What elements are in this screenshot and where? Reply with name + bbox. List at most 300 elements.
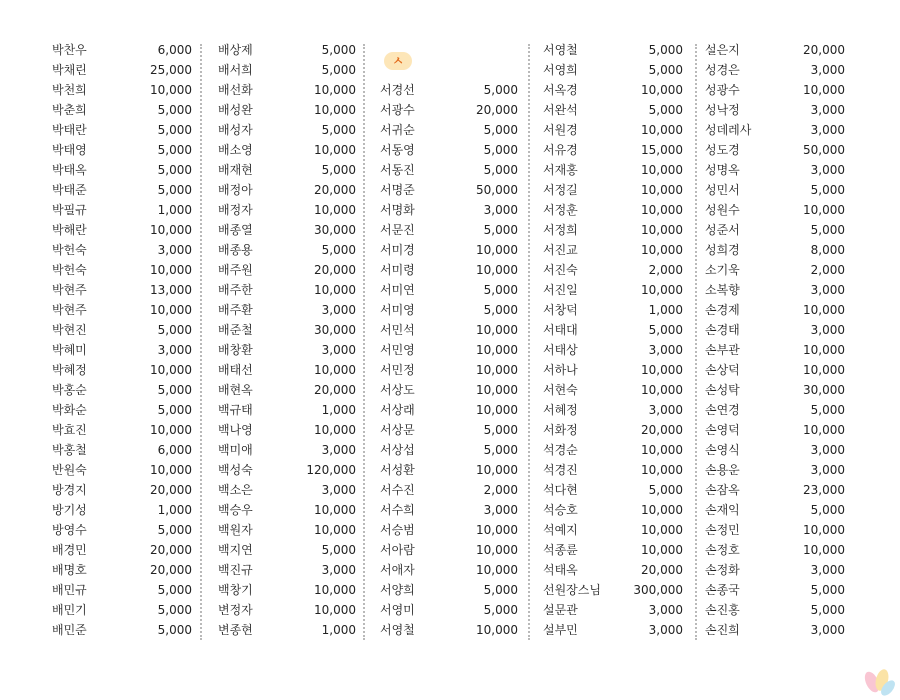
donor-entry: [380, 580, 518, 600]
donor-name: 서상래: [380, 403, 415, 417]
donation-amount: 15,000: [641, 143, 683, 157]
donation-amount: 1,000: [321, 403, 356, 417]
donor-name: 박태영: [52, 143, 87, 157]
donor-entry: [380, 600, 518, 620]
donor-entry: [543, 40, 683, 60]
donation-amount: 10,000: [803, 343, 845, 357]
donor-name: 배종용: [218, 243, 253, 257]
donor-name: 배성자: [218, 123, 253, 137]
donation-amount: 5,000: [648, 63, 683, 77]
donation-amount: 2,000: [810, 263, 845, 277]
donation-amount: 10,000: [803, 363, 845, 377]
donor-entry: [705, 280, 845, 300]
donor-name: 박홍철: [52, 443, 87, 457]
donor-name: 박현진: [52, 323, 87, 337]
donation-amount: 10,000: [314, 143, 356, 157]
donor-name: 성명옥: [705, 163, 740, 177]
donor-name: 변정자: [218, 603, 253, 617]
donor-name: 방기성: [52, 503, 87, 517]
donation-amount: 5,000: [483, 303, 518, 317]
donation-amount: 5,000: [157, 163, 192, 177]
donation-amount: 10,000: [641, 183, 683, 197]
donation-amount: 6,000: [157, 43, 192, 57]
donation-amount: 10,000: [150, 303, 192, 317]
donation-amount: 1,000: [648, 303, 683, 317]
donor-name: 소복향: [705, 283, 740, 297]
donor-name: 서상섭: [380, 443, 415, 457]
donation-amount: 3,000: [157, 343, 192, 357]
donor-entry: [380, 320, 518, 340]
donor-entry: [705, 80, 845, 100]
donor-name: 서재홍: [543, 163, 578, 177]
donation-amount: 10,000: [641, 503, 683, 517]
donor-name: 배정자: [218, 203, 253, 217]
donation-amount: 10,000: [641, 363, 683, 377]
donation-amount: 5,000: [810, 183, 845, 197]
donation-amount: 30,000: [314, 323, 356, 337]
donor-name: 배민준: [52, 623, 87, 637]
donation-amount: 10,000: [641, 443, 683, 457]
donor-entry: [380, 560, 518, 580]
donor-entry: [52, 560, 192, 580]
donor-entry: [52, 80, 192, 100]
donation-amount: 20,000: [314, 183, 356, 197]
chosung-section-badge: ㅅ: [384, 52, 412, 70]
donation-amount: 10,000: [150, 463, 192, 477]
donor-entry: [218, 520, 356, 540]
donation-amount: 10,000: [803, 83, 845, 97]
donor-entry: [52, 460, 192, 480]
donor-name: 백성숙: [218, 463, 253, 477]
donor-entry: [218, 340, 356, 360]
donor-entry: [218, 200, 356, 220]
donor-name: 서현숙: [543, 383, 578, 397]
donor-entry: [380, 420, 518, 440]
donor-name: 서명화: [380, 203, 415, 217]
donor-entry: [543, 220, 683, 240]
donor-name: 설은지: [705, 43, 740, 57]
donation-amount: 5,000: [157, 583, 192, 597]
donor-name: 박채린: [52, 63, 87, 77]
donor-name: 서명준: [380, 183, 415, 197]
donor-entry: [218, 300, 356, 320]
donation-amount: 3,000: [157, 243, 192, 257]
donation-amount: 10,000: [641, 463, 683, 477]
donor-entry: [543, 100, 683, 120]
donor-entry: [380, 360, 518, 380]
donor-entry: [705, 500, 845, 520]
donation-amount: 3,000: [810, 443, 845, 457]
donation-amount: 5,000: [157, 323, 192, 337]
donation-amount: 3,000: [648, 603, 683, 617]
donor-name: 서동영: [380, 143, 415, 157]
donation-amount: 5,000: [321, 43, 356, 57]
donor-name: 손정호: [705, 543, 740, 557]
donation-amount: 5,000: [810, 603, 845, 617]
donor-entry: [218, 320, 356, 340]
donor-entry: [380, 140, 518, 160]
donation-amount: 5,000: [810, 403, 845, 417]
donor-name: 서민영: [380, 343, 415, 357]
donation-amount: 10,000: [476, 463, 518, 477]
donor-name: 백승우: [218, 503, 253, 517]
donation-amount: 25,000: [150, 63, 192, 77]
donor-name: 방영수: [52, 523, 87, 537]
donation-amount: 5,000: [321, 243, 356, 257]
donation-amount: 20,000: [150, 543, 192, 557]
donor-entry: [705, 620, 845, 640]
donor-name: 서진숙: [543, 263, 578, 277]
donor-name: 손정화: [705, 563, 740, 577]
donor-name: 박춘희: [52, 103, 87, 117]
donation-amount: 5,000: [157, 183, 192, 197]
donor-entry: [705, 420, 845, 440]
donation-amount: 10,000: [803, 523, 845, 537]
donation-amount: 5,000: [810, 503, 845, 517]
donor-entry: [218, 260, 356, 280]
donor-entry: [218, 460, 356, 480]
donation-amount: 1,000: [157, 503, 192, 517]
donation-amount: 10,000: [641, 83, 683, 97]
donor-name: 배상제: [218, 43, 253, 57]
donor-name: 선원장스님: [543, 583, 601, 597]
donation-amount: 5,000: [648, 483, 683, 497]
donor-name: 백나영: [218, 423, 253, 437]
donor-entry: [380, 200, 518, 220]
donor-entry: [705, 340, 845, 360]
donation-amount: 10,000: [476, 403, 518, 417]
donation-amount: 5,000: [157, 123, 192, 137]
donation-amount: 10,000: [476, 263, 518, 277]
donor-entry: [218, 60, 356, 80]
donation-amount: 5,000: [483, 163, 518, 177]
donation-amount: 20,000: [314, 383, 356, 397]
donation-amount: 3,000: [810, 623, 845, 637]
donation-amount: 5,000: [321, 123, 356, 137]
column-divider: [528, 44, 530, 640]
donor-name: 성경은: [705, 63, 740, 77]
donor-entry: [543, 620, 683, 640]
donor-name: 손종국: [705, 583, 740, 597]
donor-name: 박효진: [52, 423, 87, 437]
donation-amount: 10,000: [314, 523, 356, 537]
donor-name: 서애자: [380, 563, 415, 577]
donation-amount: 3,000: [483, 503, 518, 517]
donation-amount: 10,000: [803, 423, 845, 437]
donation-amount: 5,000: [321, 163, 356, 177]
donor-entry: [543, 400, 683, 420]
donor-name: 손용운: [705, 463, 740, 477]
donation-amount: 10,000: [476, 623, 518, 637]
donor-name: 손정민: [705, 523, 740, 537]
donor-name: 서정길: [543, 183, 578, 197]
donation-amount: 10,000: [314, 503, 356, 517]
donation-amount: 10,000: [314, 423, 356, 437]
donor-entry: [218, 500, 356, 520]
donation-amount: 10,000: [641, 383, 683, 397]
donor-entry: [52, 420, 192, 440]
donation-amount: 5,000: [483, 123, 518, 137]
donor-name: 배주원: [218, 263, 253, 277]
donation-amount: 10,000: [476, 383, 518, 397]
donor-entry: [218, 80, 356, 100]
donation-amount: 10,000: [803, 543, 845, 557]
donor-entry: [543, 440, 683, 460]
donor-entry: [218, 280, 356, 300]
donation-amount: 5,000: [648, 323, 683, 337]
donor-entry: [218, 240, 356, 260]
donor-entry: [543, 500, 683, 520]
donor-entry: [543, 560, 683, 580]
donor-entry: [380, 280, 518, 300]
donation-amount: 3,000: [810, 563, 845, 577]
donor-entry: [52, 540, 192, 560]
donor-name: 성준서: [705, 223, 740, 237]
donation-amount: 8,000: [810, 243, 845, 257]
donor-name: 서성환: [380, 463, 415, 477]
donor-name: 손영덕: [705, 423, 740, 437]
donor-name: 서원경: [543, 123, 578, 137]
donation-amount: 10,000: [476, 363, 518, 377]
donation-amount: 10,000: [641, 543, 683, 557]
donor-name: 성낙정: [705, 103, 740, 117]
donation-amount: 300,000: [633, 583, 683, 597]
donation-amount: 3,000: [810, 283, 845, 297]
donor-name: 서민석: [380, 323, 415, 337]
donor-entry: [52, 440, 192, 460]
donation-amount: 5,000: [648, 43, 683, 57]
donor-name: 서태상: [543, 343, 578, 357]
donor-name: 서양희: [380, 583, 415, 597]
column-divider: [695, 44, 697, 640]
donor-name: 석예지: [543, 523, 578, 537]
donor-entry: [705, 40, 845, 60]
donor-entry: [52, 380, 192, 400]
donor-entry: [380, 500, 518, 520]
donor-entry: [218, 360, 356, 380]
donor-entry: [52, 400, 192, 420]
donor-name: 배창환: [218, 343, 253, 357]
donor-entry: [705, 600, 845, 620]
donor-name: 박헌숙: [52, 263, 87, 277]
donor-name: 서태대: [543, 323, 578, 337]
donor-name: 배성완: [218, 103, 253, 117]
donor-entry: [52, 340, 192, 360]
donor-name: 배태선: [218, 363, 253, 377]
donor-name: 박혜미: [52, 343, 87, 357]
donor-name: 서하나: [543, 363, 578, 377]
donor-entry: [218, 380, 356, 400]
donor-entry: [218, 480, 356, 500]
donor-entry: [543, 180, 683, 200]
donor-entry: [52, 620, 192, 640]
donor-entry: [52, 600, 192, 620]
donation-amount: 3,000: [648, 403, 683, 417]
donor-entry: [52, 180, 192, 200]
donor-name: 석승호: [543, 503, 578, 517]
donor-name: 서진일: [543, 283, 578, 297]
donor-entry: [52, 480, 192, 500]
donor-entry: [218, 40, 356, 60]
donation-amount: 1,000: [321, 623, 356, 637]
donation-amount: 20,000: [803, 43, 845, 57]
donation-amount: 3,000: [321, 443, 356, 457]
donor-name: 서화정: [543, 423, 578, 437]
donation-amount: 10,000: [314, 83, 356, 97]
donor-name: 손영식: [705, 443, 740, 457]
donor-entry: [218, 220, 356, 240]
donation-amount: 5,000: [157, 143, 192, 157]
donor-entry: [705, 200, 845, 220]
donor-entry: [705, 180, 845, 200]
donation-amount: 3,000: [321, 343, 356, 357]
donor-name: 백진규: [218, 563, 253, 577]
donor-name: 손진홍: [705, 603, 740, 617]
donor-name: 박화순: [52, 403, 87, 417]
donor-name: 배주환: [218, 303, 253, 317]
donor-name: 서미연: [380, 283, 415, 297]
donor-entry: [543, 340, 683, 360]
donor-name: 서혜정: [543, 403, 578, 417]
donation-amount: 10,000: [641, 203, 683, 217]
donation-amount: 5,000: [648, 103, 683, 117]
donor-name: 백소은: [218, 483, 253, 497]
donor-entry: [380, 400, 518, 420]
donation-amount: 3,000: [483, 203, 518, 217]
donor-name: 성도경: [705, 143, 740, 157]
donation-amount: 3,000: [321, 303, 356, 317]
donor-entry: [380, 480, 518, 500]
donor-entry: [218, 600, 356, 620]
donor-name: 박천희: [52, 83, 87, 97]
donor-name: 손부관: [705, 343, 740, 357]
donor-name: 서완석: [543, 103, 578, 117]
donor-entry: [218, 160, 356, 180]
donor-entry: [52, 60, 192, 80]
donor-entry: [218, 540, 356, 560]
donor-name: 배재현: [218, 163, 253, 177]
donor-entry: [218, 140, 356, 160]
donation-amount: 10,000: [314, 363, 356, 377]
donor-name: 박해란: [52, 223, 87, 237]
donor-name: 배선화: [218, 83, 253, 97]
donor-name: 배종열: [218, 223, 253, 237]
donation-amount: 5,000: [157, 623, 192, 637]
donor-name: 박혜정: [52, 363, 87, 377]
donor-name: 배서희: [218, 63, 253, 77]
donor-name: 서상문: [380, 423, 415, 437]
donor-name: 서상도: [380, 383, 415, 397]
donation-amount: 3,000: [810, 463, 845, 477]
donation-amount: 10,000: [641, 223, 683, 237]
donor-entry: [705, 260, 845, 280]
donor-name: 서수희: [380, 503, 415, 517]
donation-amount: 50,000: [476, 183, 518, 197]
donor-name: 손경태: [705, 323, 740, 337]
donor-name: 성원수: [705, 203, 740, 217]
donor-name: 손잠옥: [705, 483, 740, 497]
donation-amount: 5,000: [157, 603, 192, 617]
donation-amount: 10,000: [314, 603, 356, 617]
donor-entry: [380, 100, 518, 120]
donor-entry: [705, 240, 845, 260]
donor-entry: [52, 200, 192, 220]
donor-entry: [543, 200, 683, 220]
donor-entry: [52, 360, 192, 380]
donor-entry: [380, 540, 518, 560]
donation-amount: 3,000: [810, 103, 845, 117]
donation-amount: 10,000: [476, 343, 518, 357]
donation-amount: 10,000: [641, 283, 683, 297]
donor-entry: [543, 600, 683, 620]
donor-name: 백지연: [218, 543, 253, 557]
donor-name: 백규태: [218, 403, 253, 417]
donor-name: 서미령: [380, 263, 415, 277]
donor-entry: [380, 160, 518, 180]
donation-amount: 10,000: [150, 363, 192, 377]
donation-amount: 3,000: [810, 163, 845, 177]
donor-entry: [218, 120, 356, 140]
donation-amount: 5,000: [483, 143, 518, 157]
donor-name: 박현주: [52, 303, 87, 317]
donor-entry: [52, 320, 192, 340]
donor-entry: [705, 560, 845, 580]
donation-amount: 10,000: [476, 563, 518, 577]
donor-entry: [543, 240, 683, 260]
donor-entry: [52, 580, 192, 600]
donor-entry: [380, 80, 518, 100]
donor-entry: [380, 520, 518, 540]
donor-entry: [52, 260, 192, 280]
donor-name: 배주한: [218, 283, 253, 297]
donor-name: 성희경: [705, 243, 740, 257]
donation-amount: 5,000: [483, 443, 518, 457]
donation-amount: 5,000: [483, 583, 518, 597]
donation-amount: 5,000: [483, 283, 518, 297]
donor-entry: [543, 380, 683, 400]
donor-entry: [705, 320, 845, 340]
donor-name: 박헌숙: [52, 243, 87, 257]
donor-name: 석다현: [543, 483, 578, 497]
donor-entry: [705, 440, 845, 460]
donor-entry: [705, 540, 845, 560]
donor-name: 백원자: [218, 523, 253, 537]
donor-entry: [543, 360, 683, 380]
column-divider: [363, 44, 365, 640]
donation-amount: 5,000: [483, 83, 518, 97]
donor-name: 박태준: [52, 183, 87, 197]
donor-entry: [705, 100, 845, 120]
donation-amount: 10,000: [150, 263, 192, 277]
donor-entry: [543, 540, 683, 560]
donor-entry: [705, 360, 845, 380]
donor-entry: [52, 220, 192, 240]
donor-entry: [543, 80, 683, 100]
donation-amount: 3,000: [321, 563, 356, 577]
donor-entry: [705, 300, 845, 320]
donor-name: 서귀순: [380, 123, 415, 137]
donation-amount: 10,000: [641, 523, 683, 537]
donor-entry: [380, 260, 518, 280]
donor-entry: [543, 260, 683, 280]
donor-entry: [218, 100, 356, 120]
donor-entry: [380, 620, 518, 640]
donor-name: 박필규: [52, 203, 87, 217]
donor-name: 손연경: [705, 403, 740, 417]
donor-entry: [52, 40, 192, 60]
donor-entry: [543, 520, 683, 540]
donor-name: 배현옥: [218, 383, 253, 397]
